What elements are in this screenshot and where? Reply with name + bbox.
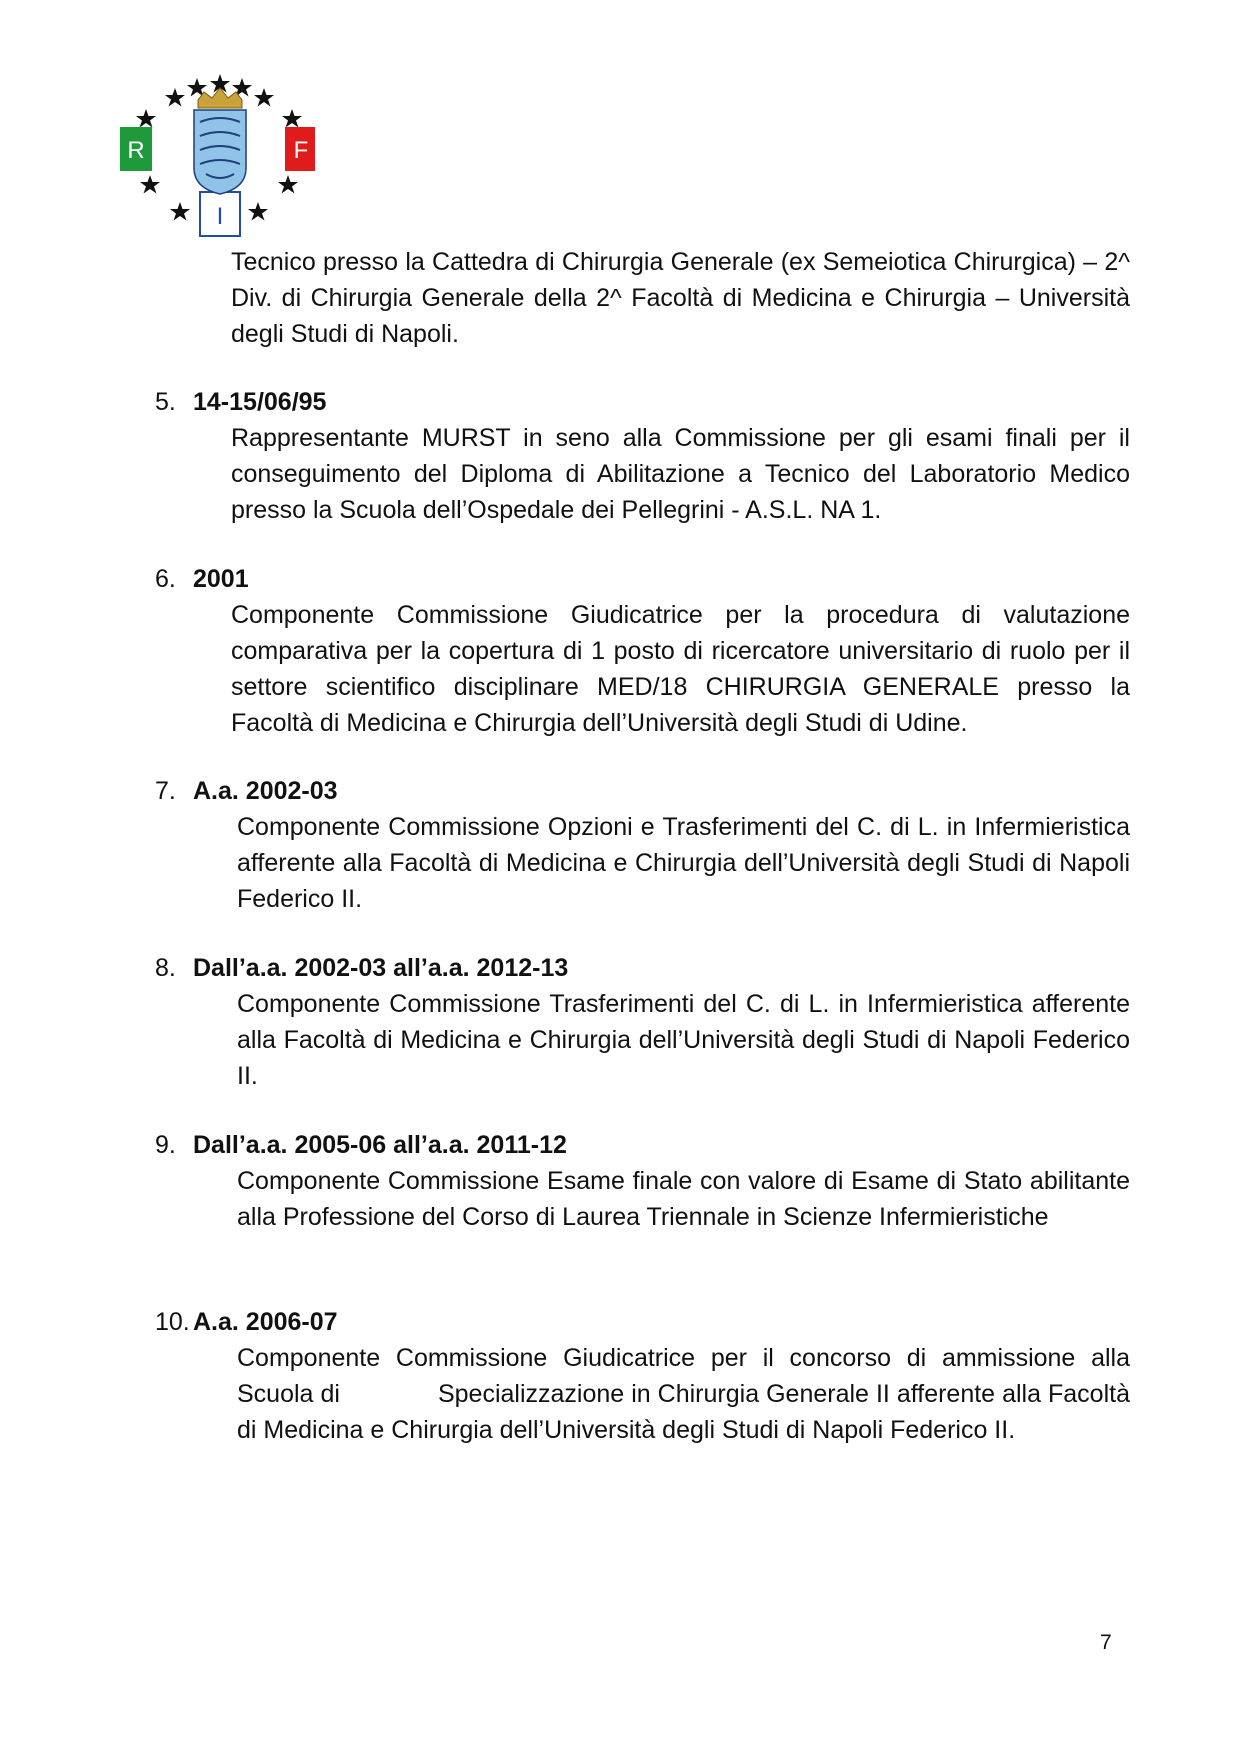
- item-number: 10.: [155, 1308, 190, 1336]
- list-item: [155, 561, 1130, 737]
- item-date: Dall’a.a. 2005-06 all’a.a. 2011-12: [193, 1131, 567, 1159]
- logo-letter-r: R: [127, 137, 145, 164]
- logo-letter-i: I: [216, 203, 224, 230]
- item-number: 8.: [155, 954, 176, 982]
- list-item: [155, 773, 1130, 913]
- item-description: Componente Commissione Giudicatrice per la procedura di valutazione comparativa per la copertura di 1 posto di ricercatore universitario di ruolo per il settore scientifico disciplinare MED/18 CHIRURGIA GENERALE presso la Facoltà di Medicina e Chirurgia dell’Università degli Studi di Udine.: [231, 601, 1130, 737]
- logo-letter-f: F: [293, 137, 309, 164]
- item-description: Rappresentante MURST in seno alla Commissione per gli esami finali per il conseguimento del Diploma di Abilitazione a Tecnico del Laboratorio Medico presso la Scuola dell’Ospedale dei Pellegrini - A.S.L. NA 1.: [231, 424, 1130, 524]
- item-date: 2001: [193, 565, 249, 593]
- item-description: Componente Commissione Opzioni e Trasferimenti del C. di L. in Infermieristica afferente alla Facoltà di Medicina e Chirurgia dell’Università degli Studi di Napoli Federico II.: [237, 813, 1130, 913]
- item-date: Dall’a.a. 2002-03 all’a.a. 2012-13: [193, 954, 569, 982]
- logo: [120, 70, 315, 245]
- list-item: [155, 1304, 1137, 1464]
- item-number: 5.: [155, 388, 176, 416]
- page-number: 7: [1100, 1631, 1112, 1654]
- item-date: A.a. 2002-03: [193, 777, 338, 805]
- item-number: 9.: [155, 1131, 176, 1159]
- item-date: 14-15/06/95: [193, 388, 327, 416]
- item-description: Componente Commissione Giudicatrice per il concorso di ammissione alla Scuola di Specializzazione in Chirurgia Generale II afferente alla Facoltà di Medicina e Chirurgia dell’Università degli Studi di Napoli Federico II.: [237, 1344, 1137, 1444]
- item-number: 7.: [155, 777, 176, 805]
- list-item: [155, 950, 1130, 1090]
- item-number: 6.: [155, 565, 176, 593]
- item-date: A.a. 2006-07: [193, 1308, 338, 1336]
- continuation-paragraph: Tecnico presso la Cattedra di Chirurgia Generale (ex Semeiotica Chirurgica) – 2^ Div. di Chirurgia Generale della 2^ Facoltà di Medicina e Chirurgia – Università degli Studi di Napoli.: [231, 248, 1130, 348]
- item-description: Componente Commissione Trasferimenti del C. di L. in Infermieristica afferente alla Facoltà di Medicina e Chirurgia dell’Università degli Studi di Napoli Federico II.: [237, 990, 1130, 1090]
- list-item: [155, 384, 1130, 524]
- crest-icon: [194, 88, 246, 194]
- list-item: [155, 1127, 1130, 1247]
- item-description: Componente Commissione Esame finale con valore di Esame di Stato abilitante alla Professione del Corso di Laurea Triennale in Scienze Infermieristiche: [237, 1167, 1130, 1231]
